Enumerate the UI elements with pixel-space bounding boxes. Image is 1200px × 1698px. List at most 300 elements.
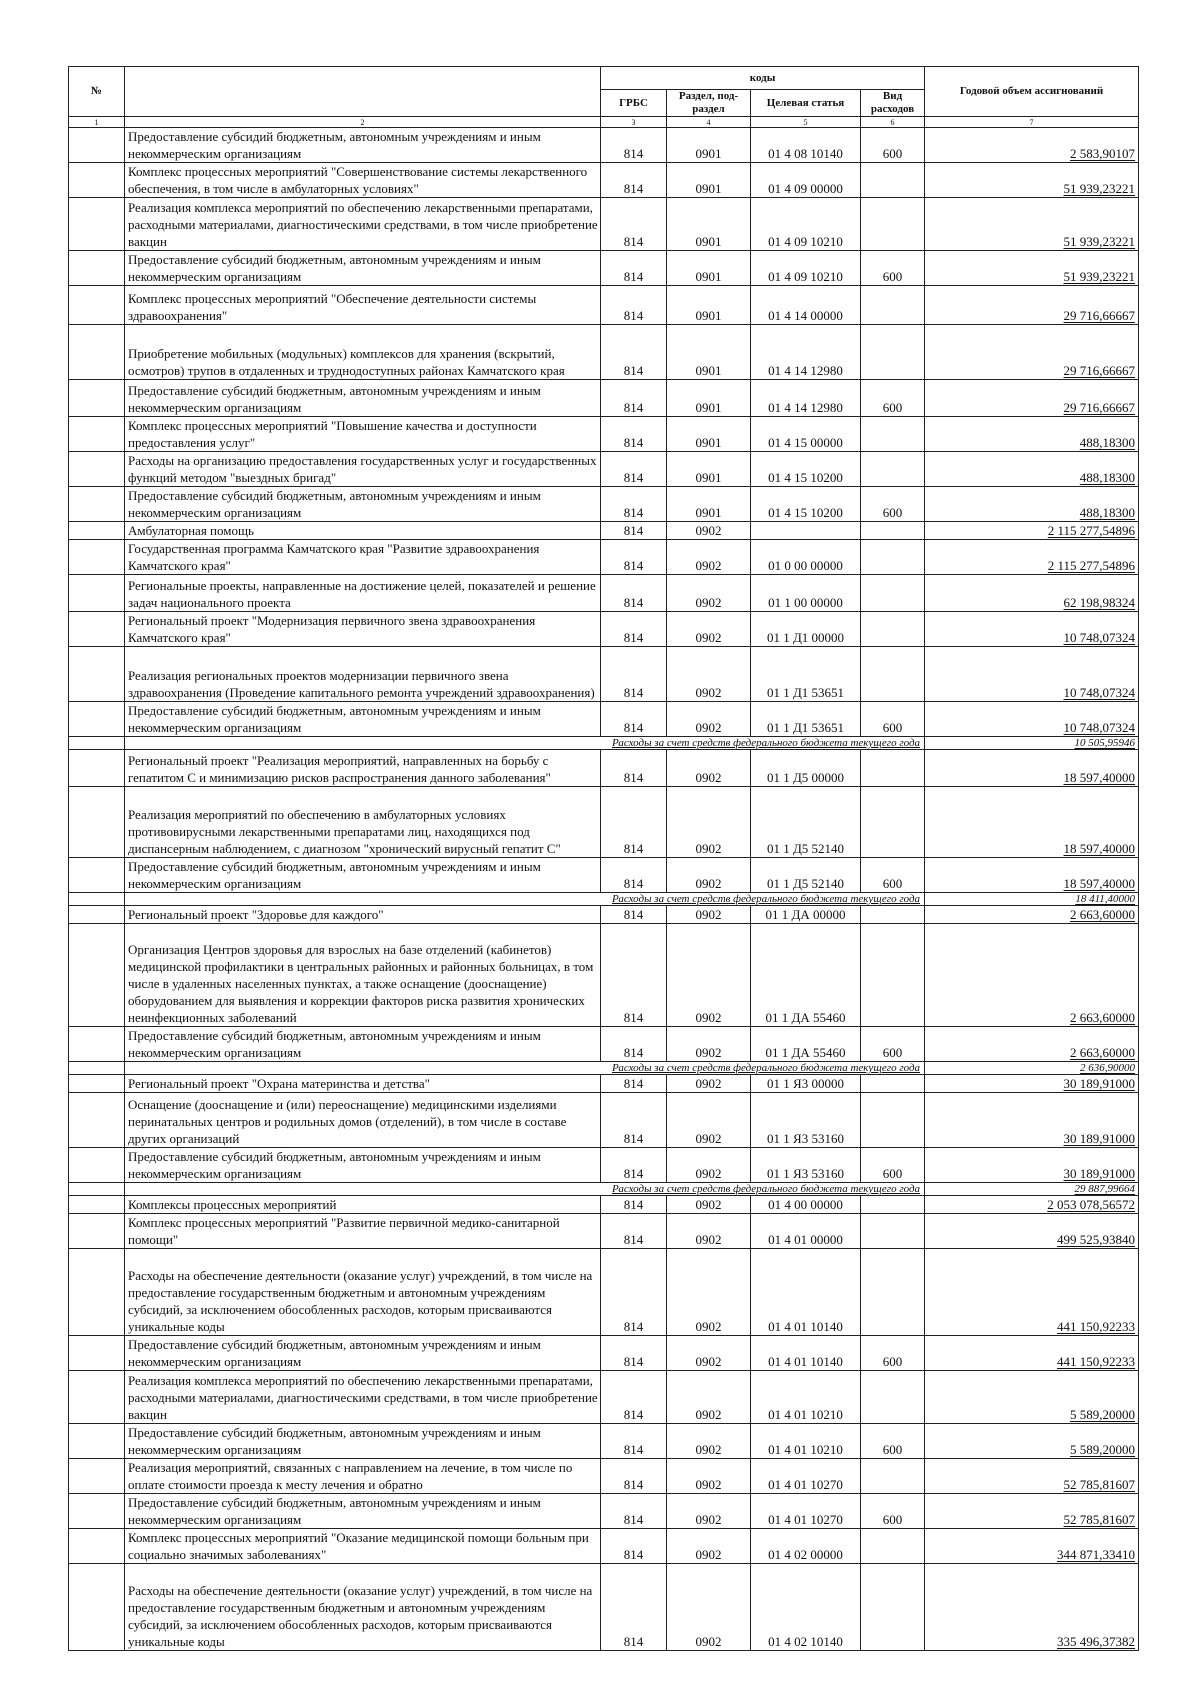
- cell-section: 0902: [667, 647, 751, 702]
- cell-number: [69, 522, 125, 540]
- cell-amount: 488,18300: [925, 452, 1139, 487]
- cell-section: 0902: [667, 1336, 751, 1371]
- cell-amount: 2 663,60000: [925, 1027, 1139, 1062]
- cell-number: [69, 163, 125, 198]
- cell-target: 01 4 01 10270: [751, 1459, 861, 1494]
- budget-table: [68, 66, 1139, 1651]
- cell-grbs: 814: [601, 487, 667, 522]
- colnum: 7: [925, 117, 1139, 128]
- colnum: 4: [667, 117, 751, 128]
- cell-amount: 51 939,23221: [925, 251, 1139, 286]
- cell-amount: 488,18300: [925, 417, 1139, 452]
- cell-section: 0902: [667, 575, 751, 612]
- cell-section: 0901: [667, 198, 751, 251]
- table-row: [69, 1027, 1139, 1062]
- cell-number: [69, 1249, 125, 1336]
- cell-section: 0902: [667, 702, 751, 737]
- cell-exptype: [861, 906, 925, 924]
- header-number: №: [69, 67, 125, 117]
- cell-exptype: 600: [861, 1424, 925, 1459]
- cell-section: 0901: [667, 325, 751, 380]
- cell-exptype: [861, 286, 925, 325]
- cell-amount: 29 716,66667: [925, 380, 1139, 417]
- cell-description: Реализация региональных проектов модернизации первичного звена здравоохранения (Проведение капитального ремонта учреждений здравоохранения): [125, 647, 601, 702]
- cell-description: Расходы за счет средств федерального бюджета текущего года: [125, 737, 925, 750]
- table-row: [69, 1249, 1139, 1336]
- table-row: [69, 1196, 1139, 1214]
- cell-amount: 52 785,81607: [925, 1459, 1139, 1494]
- cell-target: 01 4 01 10270: [751, 1494, 861, 1529]
- cell-target: 01 1 Д1 00000: [751, 612, 861, 647]
- cell-exptype: [861, 1564, 925, 1651]
- cell-section: 0902: [667, 522, 751, 540]
- cell-number: [69, 452, 125, 487]
- cell-amount: 499 525,93840: [925, 1214, 1139, 1249]
- cell-amount: 2 053 078,56572: [925, 1196, 1139, 1214]
- cell-exptype: [861, 198, 925, 251]
- cell-amount: 18 597,40000: [925, 787, 1139, 858]
- cell-grbs: 814: [601, 787, 667, 858]
- table-row: [69, 1371, 1139, 1424]
- cell-exptype: [861, 575, 925, 612]
- cell-number: [69, 1564, 125, 1651]
- cell-number: [69, 380, 125, 417]
- table-row: [69, 1148, 1139, 1183]
- cell-target: 01 0 00 00000: [751, 540, 861, 575]
- cell-number: [69, 128, 125, 163]
- cell-exptype: [861, 1459, 925, 1494]
- cell-grbs: 814: [601, 924, 667, 1027]
- table-row: [69, 1424, 1139, 1459]
- cell-description: Государственная программа Камчатского края "Развитие здравоохранения Камчатского края": [125, 540, 601, 575]
- cell-grbs: 814: [601, 612, 667, 647]
- cell-target: 01 4 01 10210: [751, 1371, 861, 1424]
- cell-target: 01 1 00 00000: [751, 575, 861, 612]
- cell-section: 0901: [667, 452, 751, 487]
- cell-amount: 2 115 277,54896: [925, 540, 1139, 575]
- cell-target: 01 1 Д1 53651: [751, 647, 861, 702]
- table-row: [69, 417, 1139, 452]
- cell-amount: 335 496,37382: [925, 1564, 1139, 1651]
- cell-amount: 30 189,91000: [925, 1075, 1139, 1093]
- table-row: [69, 540, 1139, 575]
- cell-grbs: 814: [601, 702, 667, 737]
- cell-amount: 18 597,40000: [925, 858, 1139, 893]
- cell-description: Предоставление субсидий бюджетным, автономным учреждениям и иным некоммерческим организациям: [125, 1494, 601, 1529]
- cell-description: Комплекс процессных мероприятий "Обеспечение деятельности системы здравоохранения": [125, 286, 601, 325]
- cell-number: [69, 1196, 125, 1214]
- cell-exptype: 600: [861, 1336, 925, 1371]
- table-body: [69, 128, 1139, 1651]
- cell-description: Региональные проекты, направленные на достижение целей, показателей и решение задач национального проекта: [125, 575, 601, 612]
- cell-grbs: 814: [601, 540, 667, 575]
- table-row: [69, 750, 1139, 787]
- cell-section: 0902: [667, 1093, 751, 1148]
- table-row: [69, 1336, 1139, 1371]
- federal-budget-row: [69, 1062, 1139, 1075]
- cell-description: Расходы за счет средств федерального бюджета текущего года: [125, 1183, 925, 1196]
- cell-exptype: [861, 1249, 925, 1336]
- cell-exptype: [861, 1214, 925, 1249]
- cell-section: 0902: [667, 1148, 751, 1183]
- table-row: [69, 1459, 1139, 1494]
- cell-exptype: [861, 522, 925, 540]
- cell-target: 01 4 02 00000: [751, 1529, 861, 1564]
- colnum: 1: [69, 117, 125, 128]
- cell-target: 01 4 15 00000: [751, 417, 861, 452]
- cell-grbs: 814: [601, 1148, 667, 1183]
- cell-section: 0902: [667, 1027, 751, 1062]
- table-row: [69, 380, 1139, 417]
- colnum: 3: [601, 117, 667, 128]
- cell-number: [69, 1148, 125, 1183]
- table-row: [69, 1564, 1139, 1651]
- cell-grbs: 814: [601, 858, 667, 893]
- cell-description: Предоставление субсидий бюджетным, автономным учреждениям и иным некоммерческим организациям: [125, 1336, 601, 1371]
- cell-section: 0901: [667, 380, 751, 417]
- cell-number: [69, 1075, 125, 1093]
- cell-target: 01 4 09 10210: [751, 198, 861, 251]
- cell-amount: 2 663,60000: [925, 906, 1139, 924]
- cell-section: 0901: [667, 487, 751, 522]
- cell-amount: 10 748,07324: [925, 702, 1139, 737]
- cell-section: 0901: [667, 417, 751, 452]
- cell-exptype: 600: [861, 251, 925, 286]
- table-row: [69, 198, 1139, 251]
- cell-grbs: 814: [601, 198, 667, 251]
- cell-target: 01 4 01 10210: [751, 1424, 861, 1459]
- cell-grbs: 814: [601, 128, 667, 163]
- table-row: [69, 1093, 1139, 1148]
- header-grbs: ГРБС: [601, 90, 667, 117]
- cell-grbs: 814: [601, 1494, 667, 1529]
- cell-target: 01 1 Д5 52140: [751, 787, 861, 858]
- cell-section: 0902: [667, 1196, 751, 1214]
- cell-target: 01 4 01 00000: [751, 1214, 861, 1249]
- cell-target: 01 4 01 10140: [751, 1249, 861, 1336]
- cell-amount: 30 189,91000: [925, 1093, 1139, 1148]
- table-row: [69, 924, 1139, 1027]
- cell-target: 01 1 ДА 00000: [751, 906, 861, 924]
- cell-target: 01 4 00 00000: [751, 1196, 861, 1214]
- cell-exptype: 600: [861, 487, 925, 522]
- cell-amount: 51 939,23221: [925, 198, 1139, 251]
- table-row: [69, 906, 1139, 924]
- cell-target: 01 4 01 10140: [751, 1336, 861, 1371]
- cell-grbs: 814: [601, 1075, 667, 1093]
- header-description: [125, 67, 601, 117]
- cell-grbs: 814: [601, 1196, 667, 1214]
- cell-grbs: 814: [601, 1093, 667, 1148]
- cell-amount: 18 597,40000: [925, 750, 1139, 787]
- cell-description: Предоставление субсидий бюджетным, автономным учреждениям и иным некоммерческим организациям: [125, 1424, 601, 1459]
- cell-section: 0902: [667, 1494, 751, 1529]
- header-exptype: Вид расходов: [861, 90, 925, 117]
- cell-amount: 52 785,81607: [925, 1494, 1139, 1529]
- cell-description: Расходы на организацию предоставления государственных услуг и государственных функций методом "выездных бригад": [125, 452, 601, 487]
- cell-grbs: 814: [601, 750, 667, 787]
- cell-description: Организация Центров здоровья для взрослых на базе отделений (кабинетов) медицинской профилактики в центральных районных и районных больницах, в том числе в удаленных населенных пунктах, а также оснащение (дооснащение) оборудованием для выявления и коррекции факторов риска развития хронических неинфекционных заболеваний: [125, 924, 601, 1027]
- cell-number: [69, 251, 125, 286]
- cell-target: 01 4 08 10140: [751, 128, 861, 163]
- cell-exptype: [861, 540, 925, 575]
- cell-description: Региональный проект "Охрана материнства и детства": [125, 1075, 601, 1093]
- cell-number: [69, 612, 125, 647]
- table-row: [69, 487, 1139, 522]
- federal-budget-row: [69, 1183, 1139, 1196]
- cell-grbs: 814: [601, 1529, 667, 1564]
- cell-section: 0902: [667, 924, 751, 1027]
- cell-description: Комплексы процессных мероприятий: [125, 1196, 601, 1214]
- cell-number: [69, 893, 125, 906]
- cell-number: [69, 1494, 125, 1529]
- cell-number: [69, 487, 125, 522]
- cell-amount: 2 115 277,54896: [925, 522, 1139, 540]
- cell-section: 0902: [667, 1249, 751, 1336]
- cell-amount: 51 939,23221: [925, 163, 1139, 198]
- cell-section: 0902: [667, 540, 751, 575]
- cell-amount: 62 198,98324: [925, 575, 1139, 612]
- cell-number: [69, 1093, 125, 1148]
- cell-exptype: [861, 647, 925, 702]
- cell-description: Оснащение (дооснащение и (или) переоснащение) медицинскими изделиями перинатальных центров и родильных домов (отделений), в том числе в составе других организаций: [125, 1093, 601, 1148]
- cell-amount: 2 663,60000: [925, 924, 1139, 1027]
- cell-target: 01 1 Д5 52140: [751, 858, 861, 893]
- cell-section: 0902: [667, 750, 751, 787]
- cell-section: 0902: [667, 858, 751, 893]
- cell-description: Региональный проект "Реализация мероприятий, направленных на борьбу с гепатитом С и минимизацию рисков распространения данного заболевания": [125, 750, 601, 787]
- cell-number: [69, 647, 125, 702]
- cell-exptype: 600: [861, 858, 925, 893]
- cell-target: 01 4 14 12980: [751, 325, 861, 380]
- colnum: 5: [751, 117, 861, 128]
- cell-number: [69, 417, 125, 452]
- cell-exptype: [861, 750, 925, 787]
- cell-target: 01 1 ДА 55460: [751, 924, 861, 1027]
- cell-grbs: 814: [601, 1214, 667, 1249]
- cell-number: [69, 1027, 125, 1062]
- cell-description: Предоставление субсидий бюджетным, автономным учреждениям и иным некоммерческим организациям: [125, 1148, 601, 1183]
- cell-number: [69, 858, 125, 893]
- cell-description: Предоставление субсидий бюджетным, автономным учреждениям и иным некоммерческим организациям: [125, 487, 601, 522]
- cell-grbs: 814: [601, 286, 667, 325]
- cell-grbs: 814: [601, 163, 667, 198]
- cell-number: [69, 1336, 125, 1371]
- colnum: 6: [861, 117, 925, 128]
- cell-target: 01 4 14 00000: [751, 286, 861, 325]
- cell-amount: 10 748,07324: [925, 612, 1139, 647]
- table-row: [69, 702, 1139, 737]
- cell-section: 0902: [667, 1564, 751, 1651]
- cell-exptype: [861, 417, 925, 452]
- cell-exptype: 600: [861, 128, 925, 163]
- cell-exptype: [861, 1075, 925, 1093]
- cell-description: Расходы на обеспечение деятельности (оказание услуг) учреждений, в том числе на предоставление государственным бюджетным и автономным учреждениям субсидий, за исключением обособленных расходов, которым присваиваются уникальные коды: [125, 1564, 601, 1651]
- cell-target: 01 4 09 10210: [751, 251, 861, 286]
- table-row: [69, 325, 1139, 380]
- table-row: [69, 575, 1139, 612]
- cell-description: Предоставление субсидий бюджетным, автономным учреждениям и иным некоммерческим организациям: [125, 858, 601, 893]
- cell-description: Реализация мероприятий по обеспечению в амбулаторных условиях противовирусными лекарственными препаратами лиц, находящихся под диспансерным наблюдением, с диагнозом "хронический вирусный гепатит С": [125, 787, 601, 858]
- cell-section: 0901: [667, 251, 751, 286]
- table-row: [69, 286, 1139, 325]
- cell-target: 01 1 Я3 53160: [751, 1148, 861, 1183]
- cell-description: Предоставление субсидий бюджетным, автономным учреждениям и иным некоммерческим организациям: [125, 702, 601, 737]
- cell-amount: 10 748,07324: [925, 647, 1139, 702]
- cell-exptype: 600: [861, 1027, 925, 1062]
- cell-amount: 29 716,66667: [925, 325, 1139, 380]
- cell-number: [69, 325, 125, 380]
- cell-description: Реализация комплекса мероприятий по обеспечению лекарственными препаратами, расходными материалами, диагностическими средствами, в том числе приобретение вакцин: [125, 198, 601, 251]
- cell-number: [69, 1214, 125, 1249]
- cell-section: 0902: [667, 787, 751, 858]
- table-row: [69, 163, 1139, 198]
- table-row: [69, 128, 1139, 163]
- cell-target: 01 1 Д5 00000: [751, 750, 861, 787]
- cell-description: Региональный проект "Модернизация первичного звена здравоохранения Камчатского края": [125, 612, 601, 647]
- cell-exptype: 600: [861, 1148, 925, 1183]
- table-row: [69, 1214, 1139, 1249]
- cell-grbs: 814: [601, 1371, 667, 1424]
- table-row: [69, 787, 1139, 858]
- cell-exptype: [861, 325, 925, 380]
- cell-grbs: 814: [601, 1249, 667, 1336]
- cell-number: [69, 1371, 125, 1424]
- table-row: [69, 522, 1139, 540]
- cell-section: 0902: [667, 1214, 751, 1249]
- colnum: 2: [125, 117, 601, 128]
- cell-grbs: 814: [601, 575, 667, 612]
- table-row: [69, 647, 1139, 702]
- cell-number: [69, 906, 125, 924]
- cell-amount: 2 583,90107: [925, 128, 1139, 163]
- cell-description: Комплекс процессных мероприятий "Повышение качества и доступности предоставления услуг": [125, 417, 601, 452]
- cell-section: 0902: [667, 1529, 751, 1564]
- cell-target: 01 4 15 10200: [751, 452, 861, 487]
- budget-table-sheet: [68, 66, 1138, 1651]
- cell-target: 01 4 02 10140: [751, 1564, 861, 1651]
- cell-exptype: 600: [861, 702, 925, 737]
- cell-number: [69, 286, 125, 325]
- cell-amount: 10 505,95946: [925, 737, 1139, 750]
- federal-budget-row: [69, 893, 1139, 906]
- cell-exptype: [861, 1093, 925, 1148]
- cell-description: Реализация мероприятий, связанных с направлением на лечение, в том числе по оплате стоимости проезда к месту лечения и обратно: [125, 1459, 601, 1494]
- cell-description: Приобретение мобильных (модульных) комплексов для хранения (вскрытий, осмотров) трупов в отдаленных и труднодоступных районах Камчатского края: [125, 325, 601, 380]
- cell-description: Предоставление субсидий бюджетным, автономным учреждениям и иным некоммерческим организациям: [125, 380, 601, 417]
- cell-section: 0902: [667, 1459, 751, 1494]
- cell-description: Предоставление субсидий бюджетным, автономным учреждениям и иным некоммерческим организациям: [125, 251, 601, 286]
- cell-number: [69, 1529, 125, 1564]
- cell-description: Предоставление субсидий бюджетным, автономным учреждениям и иным некоммерческим организациям: [125, 1027, 601, 1062]
- cell-number: [69, 540, 125, 575]
- cell-section: 0902: [667, 1075, 751, 1093]
- cell-description: Региональный проект "Здоровье для каждого": [125, 906, 601, 924]
- table-row: [69, 1075, 1139, 1093]
- cell-amount: 2 636,90000: [925, 1062, 1139, 1075]
- cell-number: [69, 1062, 125, 1075]
- cell-grbs: 814: [601, 1564, 667, 1651]
- header-volume: Годовой объем ассигнований: [925, 67, 1139, 117]
- cell-exptype: [861, 924, 925, 1027]
- cell-grbs: 814: [601, 1336, 667, 1371]
- cell-amount: 30 189,91000: [925, 1148, 1139, 1183]
- cell-description: Расходы на обеспечение деятельности (оказание услуг) учреждений, в том числе на предоставление государственным бюджетным и автономным учреждениям субсидий, за исключением обособленных расходов, которым присваиваются уникальные коды: [125, 1249, 601, 1336]
- cell-amount: 18 411,40000: [925, 893, 1139, 906]
- column-numbers-row: [69, 117, 1139, 128]
- cell-description: Предоставление субсидий бюджетным, автономным учреждениям и иным некоммерческим организациям: [125, 128, 601, 163]
- cell-target: 01 1 Я3 00000: [751, 1075, 861, 1093]
- cell-section: 0902: [667, 906, 751, 924]
- cell-number: [69, 750, 125, 787]
- cell-amount: 344 871,33410: [925, 1529, 1139, 1564]
- table-row: [69, 1494, 1139, 1529]
- header-target: Целевая статья: [751, 90, 861, 117]
- cell-grbs: 814: [601, 522, 667, 540]
- cell-grbs: 814: [601, 906, 667, 924]
- cell-number: [69, 575, 125, 612]
- cell-description: Расходы за счет средств федерального бюджета текущего года: [125, 1062, 925, 1075]
- cell-description: Комплекс процессных мероприятий "Совершенствование системы лекарственного обеспечения, в том числе в амбулаторных условиях": [125, 163, 601, 198]
- cell-exptype: [861, 452, 925, 487]
- cell-grbs: 814: [601, 325, 667, 380]
- cell-grbs: 814: [601, 452, 667, 487]
- cell-amount: 488,18300: [925, 487, 1139, 522]
- cell-amount: 5 589,20000: [925, 1424, 1139, 1459]
- cell-target: 01 4 09 00000: [751, 163, 861, 198]
- cell-grbs: 814: [601, 1424, 667, 1459]
- cell-grbs: 814: [601, 251, 667, 286]
- header-section: Раздел, под-раздел: [667, 90, 751, 117]
- cell-grbs: 814: [601, 417, 667, 452]
- cell-amount: 5 589,20000: [925, 1371, 1139, 1424]
- table-row: [69, 452, 1139, 487]
- cell-target: 01 1 Д1 53651: [751, 702, 861, 737]
- cell-number: [69, 1183, 125, 1196]
- cell-section: 0901: [667, 286, 751, 325]
- cell-exptype: [861, 1196, 925, 1214]
- cell-description: Амбулаторная помощь: [125, 522, 601, 540]
- cell-number: [69, 924, 125, 1027]
- cell-exptype: 600: [861, 380, 925, 417]
- cell-section: 0901: [667, 128, 751, 163]
- cell-section: 0902: [667, 1424, 751, 1459]
- cell-grbs: 814: [601, 1027, 667, 1062]
- cell-section: 0902: [667, 1371, 751, 1424]
- table-row: [69, 858, 1139, 893]
- cell-amount: 29 887,99664: [925, 1183, 1139, 1196]
- cell-target: 01 4 14 12980: [751, 380, 861, 417]
- cell-section: 0901: [667, 163, 751, 198]
- cell-number: [69, 1424, 125, 1459]
- cell-amount: 441 150,92233: [925, 1336, 1139, 1371]
- cell-description: Расходы за счет средств федерального бюджета текущего года: [125, 893, 925, 906]
- cell-target: 01 1 Я3 53160: [751, 1093, 861, 1148]
- table-row: [69, 612, 1139, 647]
- cell-description: Комплекс процессных мероприятий "Оказание медицинской помощи больным при социально значимых заболеваниях": [125, 1529, 601, 1564]
- federal-budget-row: [69, 737, 1139, 750]
- cell-grbs: 814: [601, 647, 667, 702]
- cell-target: 01 4 15 10200: [751, 487, 861, 522]
- cell-grbs: 814: [601, 380, 667, 417]
- cell-number: [69, 737, 125, 750]
- table-row: [69, 1529, 1139, 1564]
- cell-target: [751, 522, 861, 540]
- cell-target: 01 1 ДА 55460: [751, 1027, 861, 1062]
- cell-exptype: [861, 787, 925, 858]
- cell-number: [69, 787, 125, 858]
- cell-amount: 441 150,92233: [925, 1249, 1139, 1336]
